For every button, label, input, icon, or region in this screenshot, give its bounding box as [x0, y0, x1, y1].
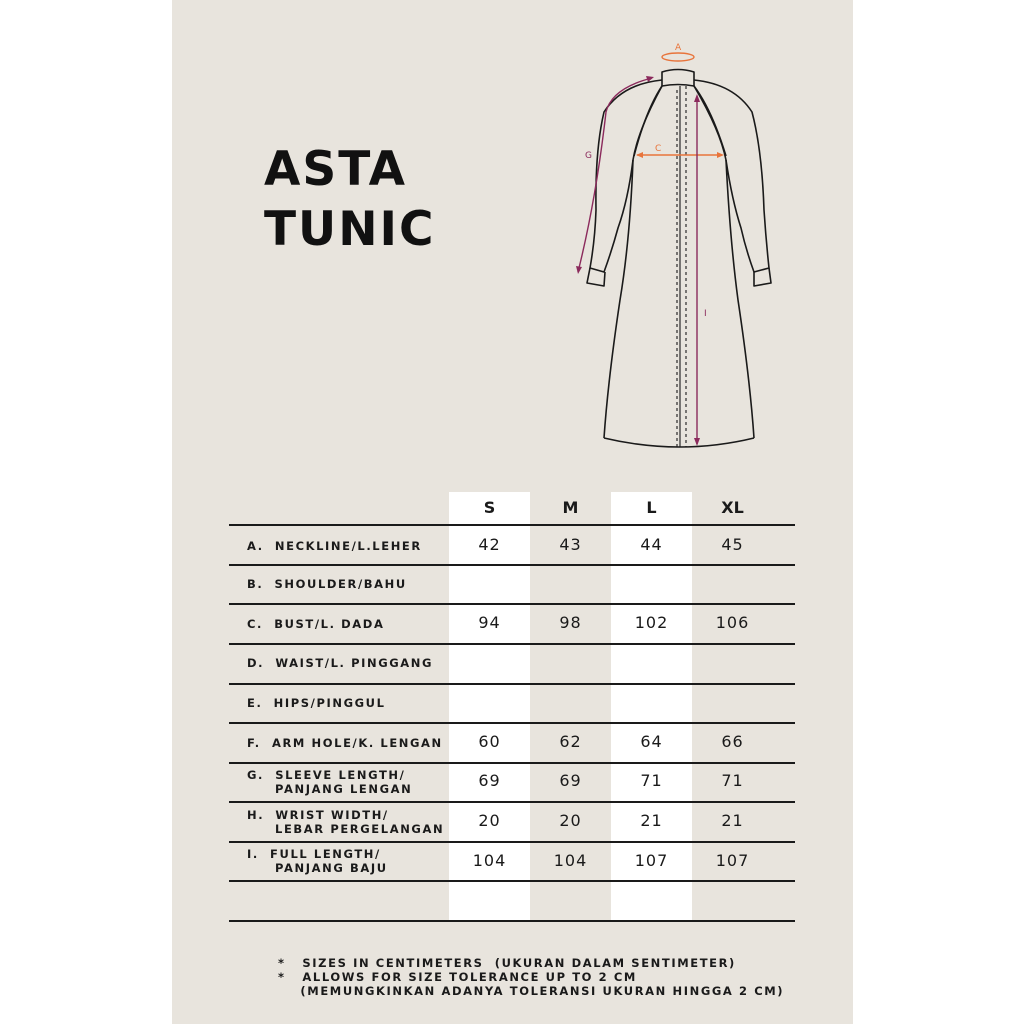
row-label-line-2: PANJANG LENGAN: [247, 782, 413, 796]
divider: [229, 880, 795, 882]
cell-xl: 66: [721, 732, 744, 751]
cell-s: 69: [478, 771, 501, 790]
product-title: [264, 140, 436, 260]
row-label: E. HIPS/PINGGUL: [247, 696, 386, 710]
label-a: A: [675, 43, 682, 53]
cell-xl: 71: [721, 771, 744, 790]
cell-l: 71: [640, 771, 663, 790]
tunic-sketch: [560, 38, 790, 458]
cell-l: 44: [640, 535, 663, 554]
body-right-side: [726, 160, 754, 438]
footnote-units: * SIZES IN CENTIMETERS (UKURAN DALAM SENTIMETER): [278, 956, 736, 970]
row-label: H. WRIST WIDTH/: [247, 808, 389, 822]
length-arrow-bottom: [694, 438, 700, 446]
divider: [229, 603, 795, 605]
row-label: B. SHOULDER/BAHU: [247, 577, 407, 591]
footnote-tolerance-translation: (MEMUNGKINKAN ADANYA TOLERANSI UKURAN HINGGA 2 CM): [278, 984, 785, 998]
cell-m: 62: [559, 732, 582, 751]
left-sleeve-outline: [590, 80, 662, 272]
divider: [229, 841, 795, 843]
row-label: D. WAIST/L. PINGGANG: [247, 656, 434, 670]
cell-xl: 107: [715, 851, 750, 870]
divider: [229, 564, 795, 566]
cell-m: 98: [559, 613, 582, 632]
header-size-s: S: [483, 498, 496, 517]
title-line-1: ASTA: [264, 142, 408, 197]
footnote-tolerance: * ALLOWS FOR SIZE TOLERANCE UP TO 2 CM: [278, 970, 637, 984]
header-size-xl: XL: [721, 498, 744, 517]
header-size-m: M: [562, 498, 579, 517]
label-g: G: [585, 151, 592, 161]
divider: [229, 920, 795, 922]
cell-m: 69: [559, 771, 582, 790]
bust-arrow-right: [717, 152, 724, 158]
right-raglan-seam: [694, 86, 726, 156]
divider: [229, 762, 795, 764]
cell-l: 107: [634, 851, 669, 870]
cell-m: 43: [559, 535, 582, 554]
collar-outline: [662, 70, 694, 87]
divider: [229, 683, 795, 685]
hem: [604, 438, 754, 447]
cell-l: 102: [634, 613, 669, 632]
cell-l: 21: [640, 811, 663, 830]
cell-s: 104: [472, 851, 507, 870]
row-label: A. NECKLINE/L.LEHER: [247, 539, 422, 553]
divider: [229, 643, 795, 645]
sleeve-arrow-bottom: [576, 266, 582, 274]
cell-xl: 21: [721, 811, 744, 830]
header-size-l: L: [646, 498, 657, 517]
cell-xl: 45: [721, 535, 744, 554]
label-c: C: [655, 144, 662, 154]
row-label-line-2: LEBAR PERGELANGAN: [247, 822, 445, 836]
row-label-line-2: PANJANG BAJU: [247, 861, 388, 875]
cell-l: 64: [640, 732, 663, 751]
divider: [229, 722, 795, 724]
title-line-2: TUNIC: [264, 202, 436, 257]
cell-xl: 106: [715, 613, 750, 632]
divider: [229, 801, 795, 803]
cell-m: 20: [559, 811, 582, 830]
body-left-side: [604, 160, 633, 438]
cell-s: 20: [478, 811, 501, 830]
row-label: F. ARM HOLE/K. LENGAN: [247, 736, 443, 750]
bust-arrow-left: [636, 152, 643, 158]
footnotes: [278, 956, 784, 998]
neckline-measure-ring: [662, 53, 694, 61]
row-label: G. SLEEVE LENGTH/: [247, 768, 406, 782]
row-label: I. FULL LENGTH/: [247, 847, 381, 861]
divider: [229, 524, 795, 526]
cell-s: 42: [478, 535, 501, 554]
cell-s: 94: [478, 613, 501, 632]
cell-m: 104: [553, 851, 588, 870]
row-label: C. BUST/L. DADA: [247, 617, 385, 631]
sleeve-measure-line: [578, 78, 652, 272]
label-i: I: [704, 309, 707, 319]
cell-s: 60: [478, 732, 501, 751]
